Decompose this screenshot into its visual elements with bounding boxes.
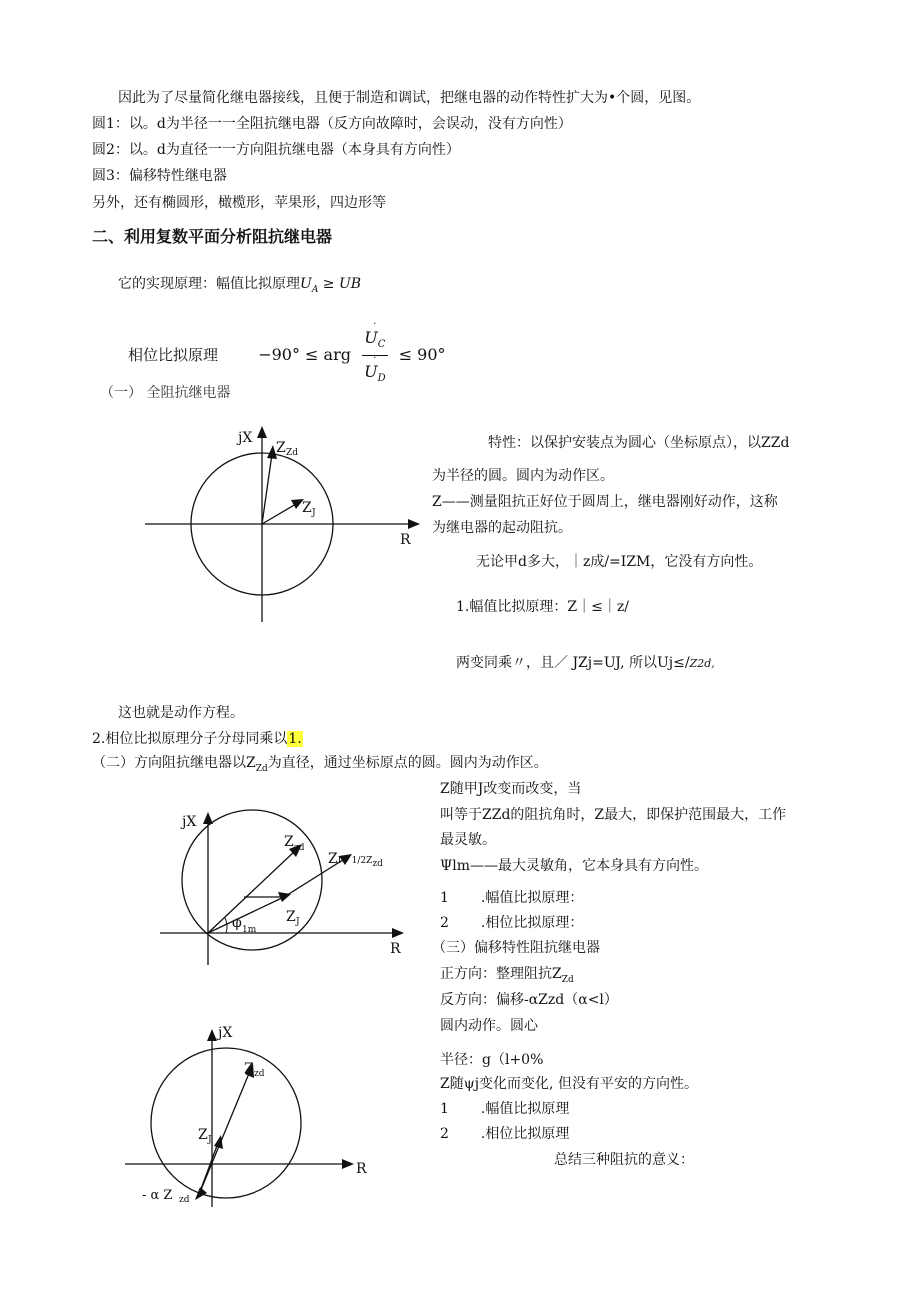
offset-impedance-diagram [120,1025,390,1210]
zzd-label-sub: zd [294,843,305,853]
zj-label: Z [286,909,296,925]
sub2-item-2-text: .相位比拟原理： [480,915,584,931]
phase-label: 相位比拟原理 [128,346,219,365]
principle-prefix: 它的实现原理：幅值比拟原理 [118,276,300,292]
phase-left: −90° ≤ arg [258,345,351,365]
sub1-heading: （一） 全阻抗继电器 [100,385,231,401]
phase-line [92,729,303,749]
principle-line [118,274,361,300]
neg-label: - α Z [142,1188,173,1203]
sub2-text-2: 叫等于ZZd的阻抗角时，Z最大，即保护范围最大，工作 [440,807,787,823]
y-axis-label: jX [182,814,197,830]
principle-rest: ≥ UB [318,276,362,292]
sub2-heading [92,753,548,779]
zzd-label: Z [244,1061,254,1077]
sub3-item-2 [440,1124,569,1144]
phase-den-sub: D [377,373,386,385]
sub3-summary: 总结三种阻抗的意义： [554,1152,694,1168]
amp-line: 1.幅值比拟原理：Z｜≤｜z/ [456,599,629,615]
sub3-item-1-text: .幅值比拟原理 [480,1101,570,1117]
phase-num-sub: C [377,339,386,351]
full-impedance-diagram [120,420,430,630]
intro-line-2: 圆1：以。d为半径一一全阻抗继电器（反方向故障时，会误动，没有方向性） [92,116,572,132]
sub3-item-2-num: 2 [440,1126,449,1142]
principle-u-sub: A [311,284,319,295]
char-line-1: 特性：以保护安装点为圆心（坐标原点），以ZZd [488,435,790,451]
mult-sub: Z2d, [689,657,715,670]
sub3-item-1-num: 1 [440,1101,449,1117]
sub2-text-3: 最灵敏。 [440,832,496,848]
sub3-zdesc: Z随ψj变化而变化, 但没有平安的方向性。 [440,1076,698,1092]
sub3-inside: 圆内动作。圆心 [440,1018,538,1034]
action-eq: 这也就是动作方程。 [118,705,244,721]
sub2-text-4: Ψlm——最大灵敏角，它本身具有方向性。 [440,858,709,874]
operating-circle [151,1048,301,1198]
intro-line-4: 圆3：偏移特性继电器 [92,168,227,184]
zj-label-sub: J [312,508,316,518]
sub3-item-2-text: .相位比拟原理 [480,1126,570,1142]
zzd-label-sub: Zd [286,448,299,458]
x-axis-label: R [390,941,401,957]
y-axis-arrow [207,1029,217,1041]
mult-text: 两变同乘〃，且／ JZj=UJ, 所以Uj≤/ [456,655,690,671]
sub3-forward [440,964,574,990]
principle-u: U [300,276,312,292]
phase-right: ≤ 90° [398,345,446,365]
intro-line-5: 另外，还有椭圆形，橄榄形，苹果形，四边形等 [92,195,386,211]
y-axis-label: jX [218,1025,233,1041]
x-axis-label: R [400,532,411,548]
char-line-3: Z——测量阻抗正好位于圆周上，继电器刚好动作，这称 [432,494,778,510]
sub2-heading-pre: （二）方向阻抗继电器以Z [92,755,256,771]
sub2-item-1-num: 1 [440,890,449,906]
half-label-rest: I= 1/2Z [337,856,373,866]
zzd-vector [262,454,272,524]
phase-den: U [364,362,378,382]
phase-fraction: · $U_C$ · $U_D$ [364,319,386,385]
sub2-item-2 [440,913,583,933]
char-line-5: 无论甲d多大，｜z成/=IZM，它没有方向性。 [476,554,763,570]
phase-formula [128,319,446,389]
sub3-item-1 [440,1099,569,1119]
intro-line-3: 圆2：以。d为直径一一方向阻抗继电器（本身具有方向性） [92,142,460,158]
x-axis-arrow [392,928,404,938]
zzd-vector [208,850,296,933]
zzd-label-sub: zd [254,1069,265,1079]
half-label-sub: zd [372,859,383,869]
char-line-2: 为半径的圆。圆内为动作区。 [432,468,614,484]
sub3-heading: （三）偏移特性阻抗继电器 [432,940,600,956]
sub2-heading-sub: Zd [255,763,268,774]
zzd-label: Z [276,440,286,456]
zj-label: Z [198,1127,208,1143]
sub3-forward-sub: Zd [561,974,574,985]
intro-line-1: 因此为了尽量简化继电器接线，且便于制造和调试，把继电器的动作特性扩大为•个圆，见图。 [118,90,701,106]
x-axis-arrow [342,1159,354,1169]
mult-line [456,653,715,674]
zzd-label: Z [284,834,294,850]
x-axis-label: R [356,1161,367,1177]
zj-label-sub: J [296,917,300,927]
half-label-z: Z [328,851,338,867]
x-axis-arrow [408,519,420,529]
sub3-reverse: 反方向：偏移-αZzd（α<l） [440,992,618,1008]
sub3-radius: 半径：g（l+0% [440,1052,544,1068]
phi-label: φ [232,915,242,931]
y-axis-label: jX [238,430,253,446]
phase-num: U [364,328,378,347]
sub3-forward-text: 正方向：整理阻抗Z [440,966,562,982]
sub2-text-1: Z随甲J改变而改变，当 [440,781,582,797]
zj-label: Z [302,500,312,516]
sub2-item-1-text: .幅值比拟原理： [480,890,584,906]
highlight-mark: 1. [288,731,302,747]
phase-line-text: 2.相位比拟原理分子分母同乘以 [92,731,288,747]
char-line-4: 为继电器的起动阻抗。 [432,520,572,536]
sub2-item-1 [440,888,583,908]
zj-label-sub: J [208,1135,212,1145]
section-heading: 二、利用复数平面分析阻抗继电器 [92,227,333,246]
phi-label-sub: 1m [242,925,257,935]
zj-arrow [214,1135,223,1149]
neg-label-sub: zd [179,1195,190,1205]
y-axis-arrow [257,426,267,438]
sub2-item-2-num: 2 [440,915,449,931]
half-label [328,851,383,869]
sub2-heading-post: 为直径，通过坐标原点的圆。圆内为动作区。 [267,755,548,771]
directional-impedance-diagram [150,800,430,970]
neg-arrow [195,1187,207,1200]
zj-vector [262,504,296,524]
